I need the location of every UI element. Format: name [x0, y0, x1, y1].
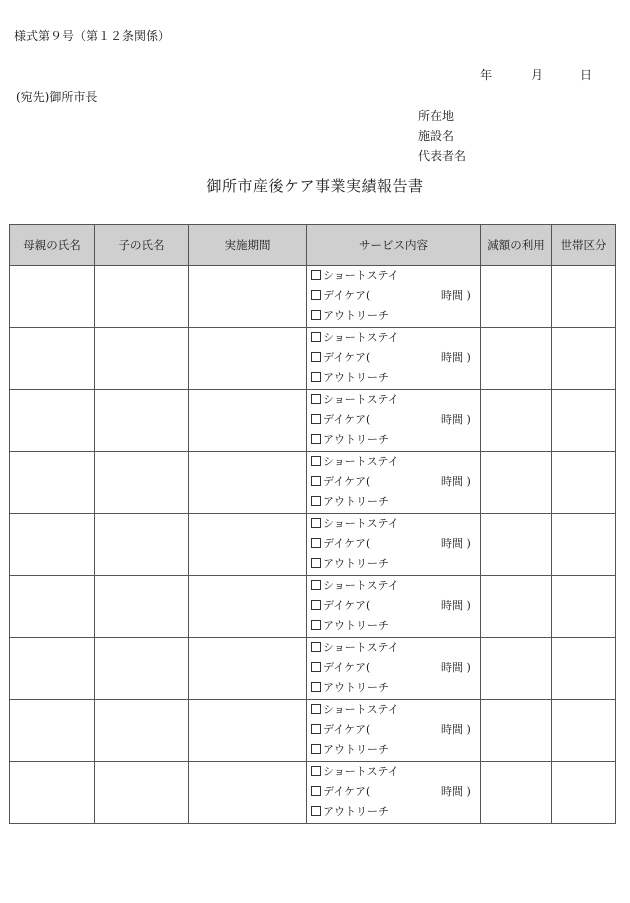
checkbox[interactable] — [311, 496, 321, 506]
mother-name-cell[interactable] — [10, 762, 95, 824]
day-care-label: デイケア( — [323, 351, 371, 364]
table-row — [10, 762, 616, 824]
checkbox[interactable] — [311, 704, 321, 714]
table-row — [10, 638, 616, 700]
reduction-cell[interactable] — [481, 266, 552, 328]
service-cell — [307, 514, 481, 576]
service-option-short-stay[interactable] — [311, 639, 480, 659]
period-cell[interactable] — [189, 390, 307, 452]
checkbox[interactable] — [311, 682, 321, 692]
checkbox[interactable] — [311, 518, 321, 528]
household-cell[interactable] — [552, 390, 616, 452]
hours-label: 時間 ) — [441, 661, 471, 674]
day-care-label: デイケア( — [323, 785, 371, 798]
mother-name-cell[interactable] — [10, 266, 95, 328]
table-row — [10, 514, 616, 576]
service-option-day-care[interactable] — [311, 411, 480, 431]
checkbox[interactable] — [311, 434, 321, 444]
household-cell[interactable] — [552, 638, 616, 700]
checkbox[interactable] — [311, 642, 321, 652]
household-cell[interactable] — [552, 700, 616, 762]
checkbox[interactable] — [311, 580, 321, 590]
service-cell — [307, 266, 481, 328]
child-name-cell[interactable] — [95, 452, 189, 514]
applicant-facility-label: 施設名 — [418, 129, 455, 143]
household-cell[interactable] — [552, 514, 616, 576]
short-stay-label: ショートステイ — [323, 703, 399, 716]
table-row — [10, 390, 616, 452]
service-cell — [307, 328, 481, 390]
service-option-short-stay[interactable] — [311, 701, 480, 721]
child-name-cell[interactable] — [95, 762, 189, 824]
day-care-label: デイケア( — [323, 723, 371, 736]
checkbox[interactable] — [311, 270, 321, 280]
reduction-cell[interactable] — [481, 638, 552, 700]
hours-label: 時間 ) — [441, 537, 471, 550]
outreach-label: アウトリーチ — [323, 619, 389, 632]
outreach-label: アウトリーチ — [323, 495, 389, 508]
child-name-cell[interactable] — [95, 390, 189, 452]
checkbox[interactable] — [311, 372, 321, 382]
form-number: 様式第９号（第１２条関係） — [14, 29, 171, 43]
checkbox[interactable] — [311, 394, 321, 404]
day-care-label: デイケア( — [323, 413, 371, 426]
column-header-service: サービス内容 — [307, 225, 481, 266]
service-option-outreach[interactable] — [311, 803, 480, 823]
hours-label: 時間 ) — [441, 289, 471, 302]
short-stay-label: ショートステイ — [323, 641, 399, 654]
child-name-cell[interactable] — [95, 514, 189, 576]
day-care-label: デイケア( — [323, 599, 371, 612]
short-stay-label: ショートステイ — [323, 393, 399, 406]
reduction-cell[interactable] — [481, 328, 552, 390]
table-row — [10, 576, 616, 638]
service-option-short-stay[interactable] — [311, 763, 480, 783]
mother-name-cell[interactable] — [10, 638, 95, 700]
service-option-short-stay[interactable] — [311, 329, 480, 349]
day-care-label: デイケア( — [323, 475, 371, 488]
service-option-outreach[interactable] — [311, 307, 480, 327]
mother-name-cell[interactable] — [10, 390, 95, 452]
checkbox[interactable] — [311, 476, 321, 486]
service-option-day-care[interactable] — [311, 535, 480, 555]
column-header-mother-name: 母親の氏名 — [10, 225, 95, 266]
date-year-label: 年 — [480, 68, 493, 82]
column-header-child-name: 子の氏名 — [95, 225, 189, 266]
child-name-cell[interactable] — [95, 328, 189, 390]
mother-name-cell[interactable] — [10, 514, 95, 576]
service-option-outreach[interactable] — [311, 617, 480, 637]
checkbox[interactable] — [311, 744, 321, 754]
period-cell[interactable] — [189, 266, 307, 328]
checkbox[interactable] — [311, 620, 321, 630]
household-cell[interactable] — [552, 576, 616, 638]
date-day-label: 日 — [580, 68, 593, 82]
day-care-label: デイケア( — [323, 289, 371, 302]
hours-label: 時間 ) — [441, 351, 471, 364]
applicant-address-label: 所在地 — [418, 109, 455, 123]
column-header-period: 実施期間 — [189, 225, 307, 266]
table-row — [10, 266, 616, 328]
service-cell — [307, 576, 481, 638]
mother-name-cell[interactable] — [10, 452, 95, 514]
outreach-label: アウトリーチ — [323, 371, 389, 384]
day-care-label: デイケア( — [323, 537, 371, 550]
reduction-cell[interactable] — [481, 452, 552, 514]
service-option-day-care[interactable] — [311, 287, 480, 307]
hours-label: 時間 ) — [441, 475, 471, 488]
service-option-outreach[interactable] — [311, 741, 480, 761]
checkbox[interactable] — [311, 332, 321, 342]
household-cell[interactable] — [552, 762, 616, 824]
hours-label: 時間 ) — [441, 785, 471, 798]
service-option-short-stay[interactable] — [311, 453, 480, 473]
checkbox[interactable] — [311, 806, 321, 816]
period-cell[interactable] — [189, 638, 307, 700]
hours-label: 時間 ) — [441, 723, 471, 736]
service-option-day-care[interactable] — [311, 721, 480, 741]
service-cell — [307, 390, 481, 452]
hours-label: 時間 ) — [441, 599, 471, 612]
child-name-cell[interactable] — [95, 700, 189, 762]
service-cell — [307, 700, 481, 762]
checkbox[interactable] — [311, 724, 321, 734]
checkbox[interactable] — [311, 662, 321, 672]
outreach-label: アウトリーチ — [323, 805, 389, 818]
period-cell[interactable] — [189, 514, 307, 576]
period-cell[interactable] — [189, 328, 307, 390]
checkbox[interactable] — [311, 538, 321, 548]
child-name-cell[interactable] — [95, 638, 189, 700]
period-cell[interactable] — [189, 576, 307, 638]
checkbox[interactable] — [311, 310, 321, 320]
household-cell[interactable] — [552, 266, 616, 328]
report-table — [9, 224, 616, 824]
table-row — [10, 452, 616, 514]
household-cell[interactable] — [552, 452, 616, 514]
mother-name-cell[interactable] — [10, 576, 95, 638]
checkbox[interactable] — [311, 352, 321, 362]
service-option-outreach[interactable] — [311, 369, 480, 389]
service-option-day-care[interactable] — [311, 349, 480, 369]
addressee: (宛先)御所市長 — [16, 90, 98, 104]
service-option-day-care[interactable] — [311, 659, 480, 679]
reduction-cell[interactable] — [481, 700, 552, 762]
checkbox[interactable] — [311, 290, 321, 300]
service-option-outreach[interactable] — [311, 555, 480, 575]
period-cell[interactable] — [189, 762, 307, 824]
service-option-short-stay[interactable] — [311, 577, 480, 597]
service-option-outreach[interactable] — [311, 431, 480, 451]
date-month-label: 月 — [531, 68, 544, 82]
reduction-cell[interactable] — [481, 762, 552, 824]
reduction-cell[interactable] — [481, 390, 552, 452]
table-row — [10, 328, 616, 390]
hours-label: 時間 ) — [441, 413, 471, 426]
checkbox[interactable] — [311, 456, 321, 466]
checkbox[interactable] — [311, 414, 321, 424]
short-stay-label: ショートステイ — [323, 579, 399, 592]
mother-name-cell[interactable] — [10, 328, 95, 390]
column-header-household: 世帯区分 — [552, 225, 616, 266]
outreach-label: アウトリーチ — [323, 743, 389, 756]
service-option-day-care[interactable] — [311, 783, 480, 803]
outreach-label: アウトリーチ — [323, 433, 389, 446]
reduction-cell[interactable] — [481, 576, 552, 638]
service-option-outreach[interactable] — [311, 679, 480, 699]
table-header-row — [10, 225, 616, 266]
service-option-short-stay[interactable] — [311, 515, 480, 535]
short-stay-label: ショートステイ — [323, 455, 399, 468]
household-cell[interactable] — [552, 328, 616, 390]
service-option-outreach[interactable] — [311, 493, 480, 513]
period-cell[interactable] — [189, 452, 307, 514]
reduction-cell[interactable] — [481, 514, 552, 576]
service-option-short-stay[interactable] — [311, 267, 480, 287]
document-title: 御所市産後ケア事業実績報告書 — [206, 177, 424, 195]
outreach-label: アウトリーチ — [323, 681, 389, 694]
service-option-short-stay[interactable] — [311, 391, 480, 411]
table-row — [10, 700, 616, 762]
mother-name-cell[interactable] — [10, 700, 95, 762]
service-cell — [307, 762, 481, 824]
day-care-label: デイケア( — [323, 661, 371, 674]
checkbox[interactable] — [311, 786, 321, 796]
period-cell[interactable] — [189, 700, 307, 762]
child-name-cell[interactable] — [95, 266, 189, 328]
short-stay-label: ショートステイ — [323, 765, 399, 778]
service-cell — [307, 638, 481, 700]
checkbox[interactable] — [311, 600, 321, 610]
checkbox[interactable] — [311, 766, 321, 776]
column-header-reduction: 減額の利用 — [481, 225, 552, 266]
service-cell — [307, 452, 481, 514]
outreach-label: アウトリーチ — [323, 557, 389, 570]
applicant-representative-label: 代表者名 — [418, 149, 467, 163]
service-option-day-care[interactable] — [311, 473, 480, 493]
short-stay-label: ショートステイ — [323, 517, 399, 530]
checkbox[interactable] — [311, 558, 321, 568]
child-name-cell[interactable] — [95, 576, 189, 638]
short-stay-label: ショートステイ — [323, 331, 399, 344]
short-stay-label: ショートステイ — [323, 269, 399, 282]
outreach-label: アウトリーチ — [323, 309, 389, 322]
service-option-day-care[interactable] — [311, 597, 480, 617]
